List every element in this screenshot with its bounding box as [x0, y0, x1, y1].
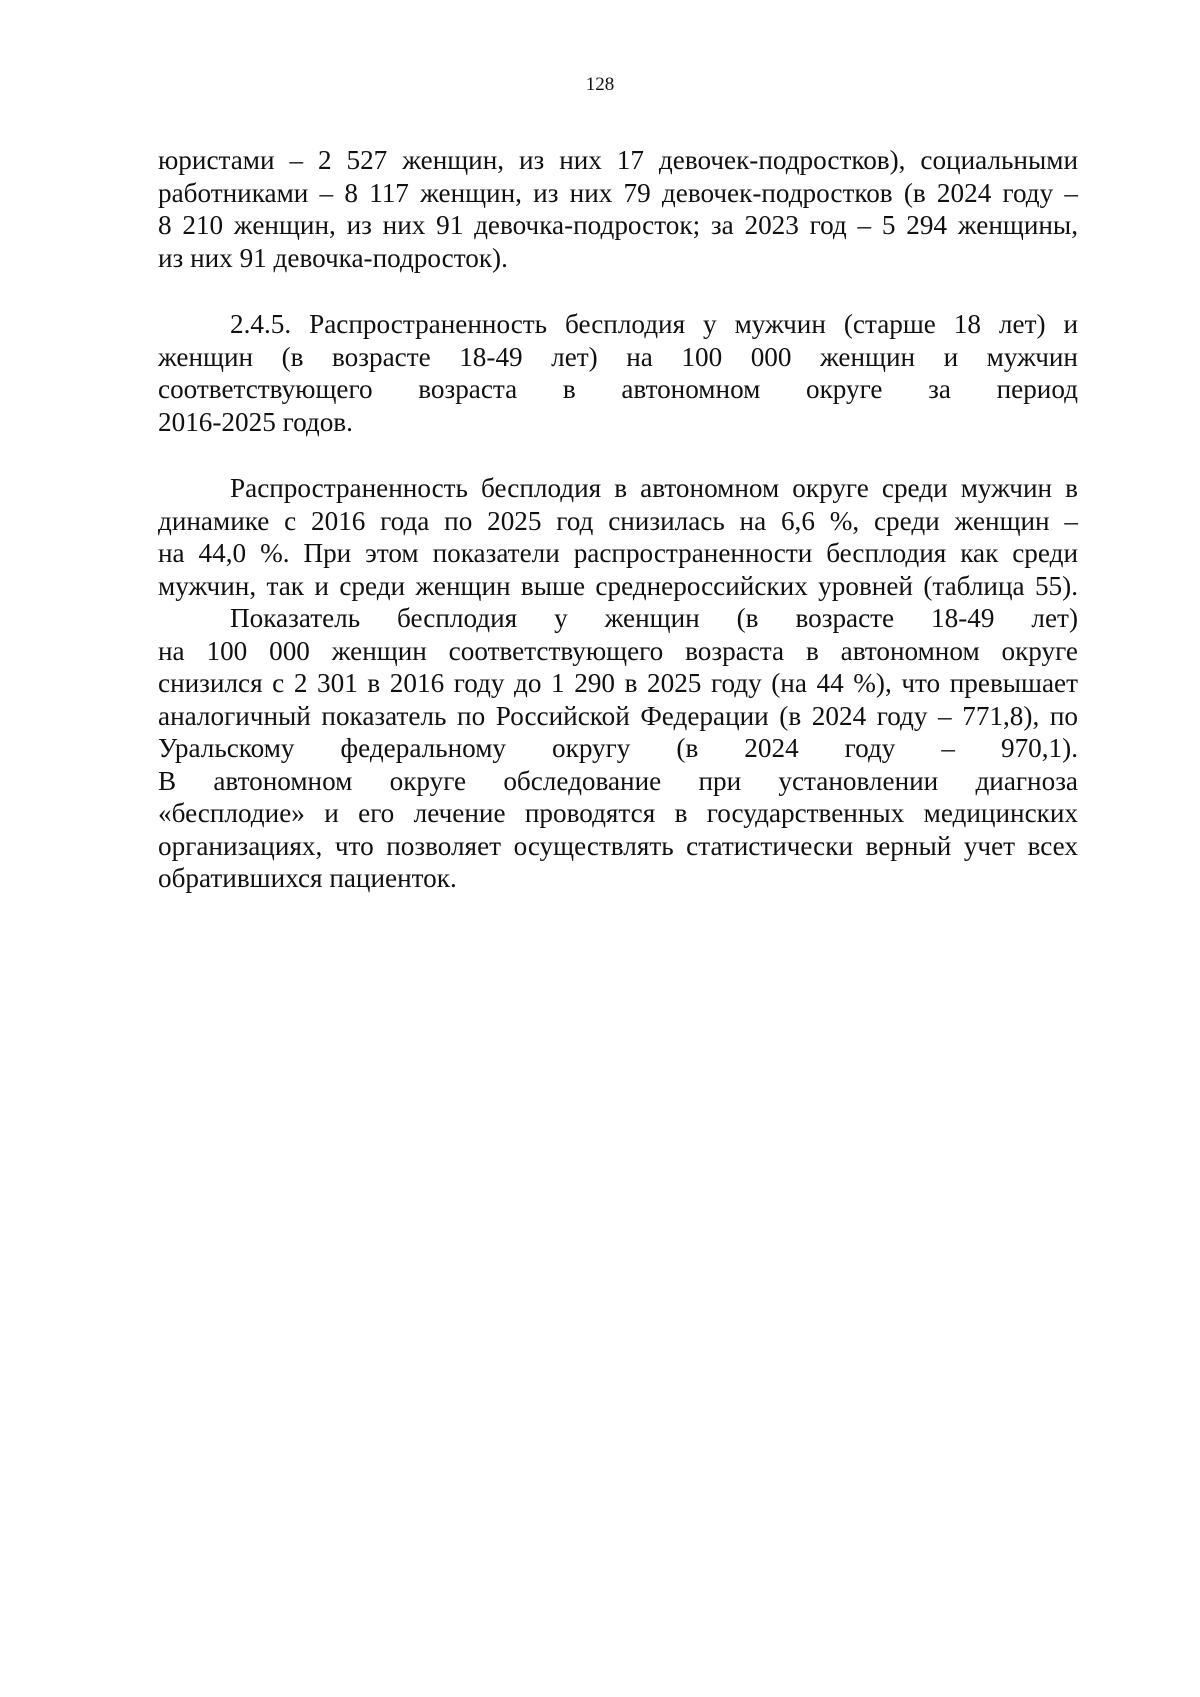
text-line: 8 210 женщин, из них 91 девочка-подросток; за 2023 год – 5 294 женщины,	[158, 210, 1078, 240]
text-line: аналогичный показатель по Российской Федерации (в 2024 году – 771,8), по	[158, 700, 1078, 731]
text-line: 2.4.5. Распространенность бесплодия у мужчин (старше 18 лет) и	[230, 309, 1078, 339]
text-line: на 100 000 женщин соответствующего возраста в автономном округе	[158, 635, 1078, 666]
text-line: Уральскому федеральному округу (в 2024 году – 970,1).	[158, 733, 1078, 763]
page-number: 128	[585, 74, 615, 95]
text-line: обратившихся пациенток.	[158, 863, 457, 893]
text-line: женщин (в возрасте 18-49 лет) на 100 000 женщин и мужчин	[158, 341, 1078, 372]
body-paragraphs	[158, 472, 1078, 895]
text-line: Распространенность бесплодия в автономном округе среди мужчин в	[230, 473, 1078, 503]
section-heading-2-4-5	[158, 308, 1078, 438]
text-line: Показатель бесплодия у женщин (в возрасте 18-49 лет)	[230, 603, 1078, 633]
text-line: В автономном округе обследование при установлении диагноза	[158, 765, 1078, 796]
text-line: мужчин, так и среди женщин выше среднероссийских уровней (таблица 55).	[158, 570, 1078, 601]
paragraph-continuation	[158, 144, 1078, 274]
text-line: динамике с 2016 года по 2025 год снизилась на 6,6 %, среди женщин –	[158, 505, 1078, 536]
text-line: организациях, что позволяет осуществлять статистически верный учет всех	[158, 830, 1078, 861]
text-line: работниками – 8 117 женщин, из них 79 девочек-подростков (в 2024 году –	[158, 177, 1078, 208]
text-line: соответствующего возраста в автономном округе за период	[158, 374, 1078, 404]
text-line: юристами – 2 527 женщин, из них 17 девочек-подростков), социальными	[158, 145, 1078, 175]
text-line: «бесплодие» и его лечение проводятся в государственных медицинских	[158, 798, 1078, 828]
text-line: на 44,0 %. При этом показатели распространенности бесплодия как среди	[158, 538, 1078, 568]
text-line: из них 91 девочка-подросток).	[158, 242, 508, 273]
text-line: снизился с 2 301 в 2016 году до 1 290 в 2025 году (на 44 %), что превышает	[158, 668, 1078, 698]
text-line: 2016-2025 годов.	[158, 406, 353, 437]
